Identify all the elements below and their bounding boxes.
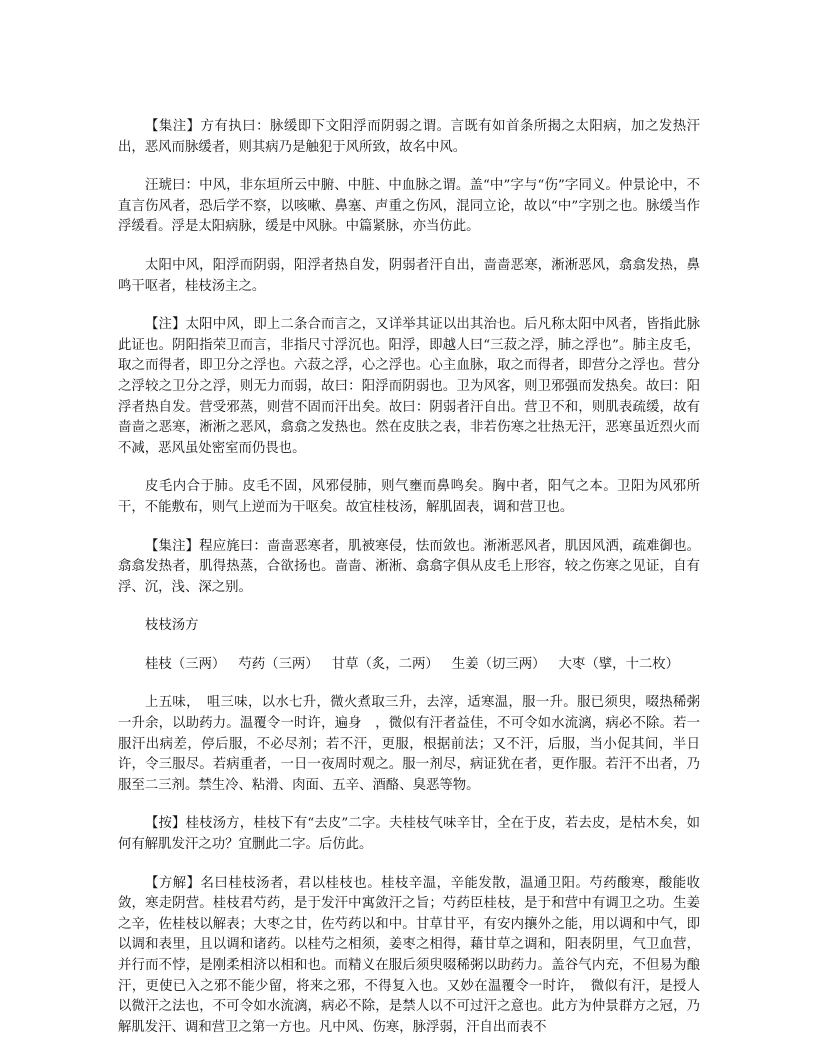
paragraph-classic-text: 太阳中风，阳浮而阴弱，阳浮者热自发，阴弱者汗自出，啬啬恶寒，淅淅恶风，翕翕发热，鼻鸣干呕者，桂枝汤主之。: [118, 257, 700, 294]
ingredient-item: 大枣（擘，十二枚）: [558, 656, 680, 672]
ingredient-item: 芍药（三两）: [238, 656, 319, 672]
ingredient-item: 生姜（切三两）: [451, 656, 546, 672]
paragraph-preparation: 上五味， 咀三味，以水七升，微火煮取三升，去滓，适寒温，服一升。服已须臾，啜热稀粥一升余，以助药力。温覆令一时许，遍身 ，微似有汗者益佳，不可令如水流漓，病必不除。若一服汗出病差，停后服，不必尽剂；若不汗，更服，根据前法；又不汗，后服，当小促其间，半日许，令三服尽。若病重者，一日一夜周时观之。服一剂尽，病证犹在者，更作服。若汗不出者，乃服至二三剂。禁生冷、粘滑、肉面、五辛、酒酪、臭恶等物。: [118, 695, 700, 793]
paragraph-jizhu-fang: 【集注】方有执曰：脉缓即下文阳浮而阴弱之谓。言既有如首条所揭之太阳病，加之发热汗出，恶风而脉缓者，则其病乃是触犯于风所致，故名中风。: [118, 119, 700, 155]
ingredient-item: 甘草（炙，二两）: [331, 656, 439, 672]
paragraph-fangjie: 【方解】名曰桂枝汤者，君以桂枝也。桂枝辛温，辛能发散，温通卫阳。芍药酸寒，酸能收敛，寒走阴营。桂枝君芍药，是于发汗中寓敛汗之旨；芍药臣桂枝，是于和营中有调卫之功。生姜之辛，佐桂枝以解表；大枣之甘，佐芍药以和中。甘草甘平，有安内攘外之能，用以调和中气，即以调和表里，且以调和诸药。以桂芍之相须，姜枣之相得，藉甘草之调和，阳表阴里，气卫血营，并行而不悖，是刚柔相济以相和也。而精义在服后须臾啜稀粥以助药力。盖谷气内充，不但易为酿汗，更使已入之邪不能少留，将来之邪，不得复入也。又妙在温覆令一时许， 微似有汗，是授人以微汗之法也，不可令如水流漓，病必不除，是禁人以不可过汗之意也。此方为仲景群方之冠，乃解肌发汗、调和营卫之第一方也。凡中风、伤寒，脉浮弱，汗自出而表不: [118, 875, 700, 1035]
formula-title: 枝枝汤方: [145, 618, 199, 634]
ingredient-item: 桂枝（三两）: [145, 656, 226, 672]
paragraph-jizhu-cheng: 【集注】程应旄曰：啬啬恶寒者，肌被寒侵，怯而敛也。淅淅恶风者，肌因风洒，疏难御也。翕翕发热者，肌得热蒸，合欲扬也。啬啬、淅淅、翕翕字俱从皮毛上形容，较之伤寒之见证，自有浮、沉，浅、深之别。: [118, 538, 700, 595]
paragraph-an: 【按】桂枝汤方，桂枝下有“去皮”二字。夫桂枝气味辛甘，全在于皮，若去皮，是枯木矣，如何有解肌发汗之功？宜删此二字。后仿此。: [118, 816, 700, 853]
document-page: [118, 117, 700, 1056]
ingredient-list: [118, 655, 700, 676]
paragraph-pimao: 皮毛内合于肺。皮毛不固，风邪侵肺，则气壅而鼻鸣矣。胸中者，阳气之本。卫阳为风邪所干，不能敷布，则气上逆而为干呕矣。故宜桂枝汤，解肌固表，调和营卫也。: [118, 479, 700, 515]
paragraph-wang-hu: 汪琥曰：中风，非东垣所云中腑、中脏、中血脉之谓。盖“中”字与“伤”字同义。仲景论中，不直言伤风者，恐后学不察，以咳嗽、鼻塞、声重之伤风，混同立论，故以“中”字别之也。脉缓当作浮缓看。浮是太阳病脉，缓是中风脉。中篇紧脉，亦当仿此。: [118, 178, 700, 235]
paragraph-zhu: 【注】太阳中风，即上二条合而言之，又详举其证以出其治也。后凡称太阳中风者，皆指此脉此证也。阴阳指荣卫而言，非指尺寸浮沉也。阳浮，即越人曰“三菽之浮，肺之浮也”。肺主皮毛，取之而得者，即卫分之浮也。六菽之浮，心之浮也。心主血脉，取之而得者，即营分之浮也。营分之浮较之卫分之浮，则无力而弱，故曰：阳浮而阴弱也。卫为风客，则卫邪强而发热矣。故曰：阳浮者热自发。营受邪蒸，则营不固而汗出矣。故曰：阴弱者汗自出。营卫不和，则肌表疏缓，故有啬啬之恶寒，淅淅之恶风，翕翕之发热也。然在皮肤之表，非若伤寒之壮热无汗，恶寒虽近烈火而不减，恶风虽处密室而仍畏也。: [118, 317, 700, 456]
